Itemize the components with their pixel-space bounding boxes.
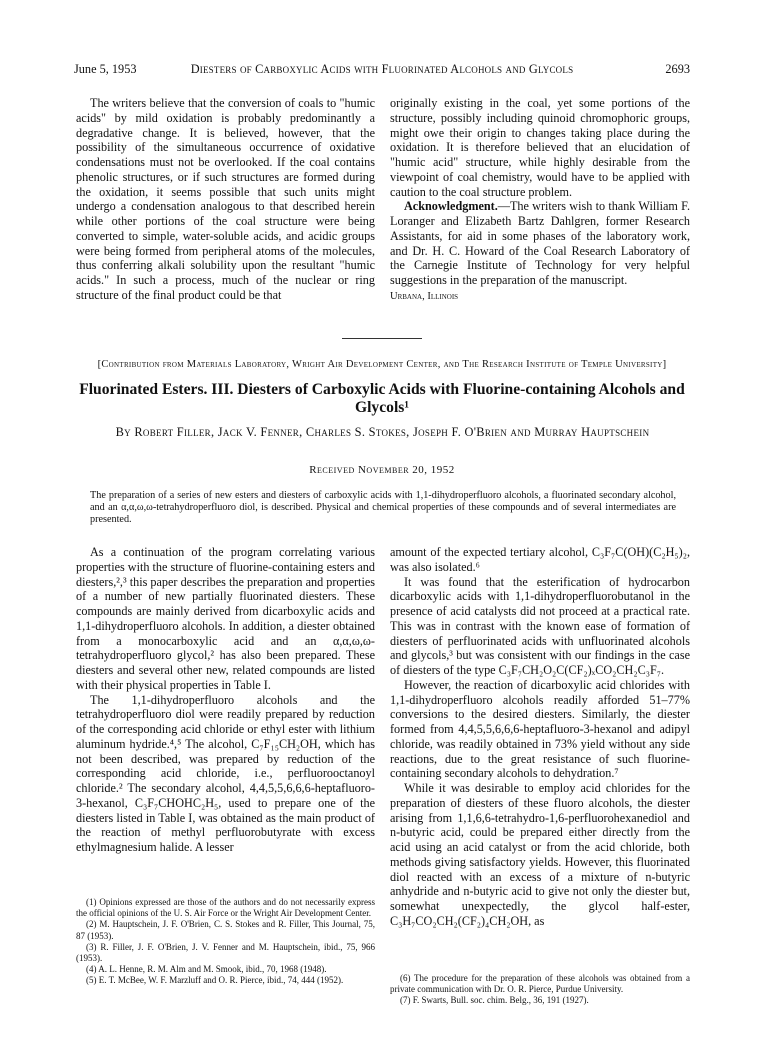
- article-authors: By Robert Filler, Jack V. Fenner, Charles S. Stokes, Joseph F. O'Brien and Murray Hauptschein: [115, 425, 650, 439]
- footnote: (7) F. Swarts, Bull. soc. chim. Belg., 36, 191 (1927).: [400, 995, 589, 1006]
- body-paragraph: As a continuation of the program correlating various properties with the structure of fluorine-containing esters and diesters,²,³ this paper describes the preparation and properties of a number of new partially fluorinated diesters. These compounds are mainly derived from dicarboxylic acids and 1,1-dihydroperfluoro alcohols. In addition, a diester obtained from a monocarboxylic acid and an α,α,ω,ω-tetrahydroperfluoro glycol,² has also been prepared. These diesters and several other new, related compounds are listed with their physical properties in Table I.: [76, 545, 375, 692]
- footnotes-right: [390, 973, 690, 1007]
- footnote: (3) R. Filler, J. F. O'Brien, J. V. Fenner and M. Hauptschein, ibid., 75, 966 (1953).: [76, 941, 375, 964]
- footnote: (5) E. T. McBee, W. F. Marzluff and O. R. Pierce, ibid., 74, 444 (1952).: [86, 975, 344, 986]
- running-header: [74, 62, 690, 78]
- acknowledgment-text: —The writers wish to thank William F. Loranger and Elizabeth Bartz Dahlgren, former Research Assistants, for aid in some phases of the laboratory work, and Dr. H. C. Howard of the Coal Research Laboratory of the Carnegie Institute of Technology for very helpful suggestions in the preparation of the manuscript.: [390, 199, 690, 287]
- article-title: Fluorinated Esters. III. Diesters of Carboxylic Acids with Fluorine-containing Alcohols and Glycols¹: [79, 381, 685, 416]
- acknowledgment-heading: Acknowledgment.: [404, 199, 498, 214]
- author-location: Urbana, Illinois: [390, 290, 459, 302]
- header-date: June 5, 1953: [74, 62, 137, 76]
- footnote: (1) Opinions expressed are those of the authors and do not necessarily express the official opinions of the U. S. Air Force or the Wright Air Development Center.: [76, 897, 375, 919]
- body-paragraph: amount of the expected tertiary alcohol, C₃F₇C(OH)(C₂H₅)₂, was also isolated.⁶: [390, 545, 690, 574]
- footnote: (4) A. L. Henne, R. M. Alm and M. Smook, ibid., 70, 1968 (1948).: [86, 964, 327, 975]
- footnote: (6) The procedure for the preparation of these alcohols was obtained from a private communication with Dr. O. R. Pierce, Purdue University.: [390, 973, 690, 995]
- footnote: (2) M. Hauptschein, J. F. O'Brien, C. S. Stokes and R. Filler, This Journal, 75, 87 (1953).: [76, 919, 375, 941]
- body-paragraph: However, the reaction of dicarboxylic acid chlorides with 1,1-dihydroperfluoro alcohols readily afforded 51–77% conversions to the desired diesters. Similarly, the diester formed from 4,4,5,5,6,6,6-heptafluoro-3-hexanol and adipyl chloride, was readily obtained in 73% yield without any side reactions, due to the great resistance of such fluorine-containing secondary alcohols to dehydration.⁷: [390, 677, 690, 781]
- body-paragraph: It was found that the esterification of hydrocarbon dicarboxylic acids with 1,1-dihydroperfluorobutanol in the presence of acid catalysts did not proceed at a practical rate. This was in contrast with the known ease of formation of diesters of perfluorinated acids with unfluorinated alcohols and glycols,³ but was consistent with our findings in the case of diesters of the type C₃F₇CH₂O₂C(CF₂)ₓCO₂CH₂C₃F₇.: [390, 574, 690, 677]
- acknowledgment: [390, 199, 690, 288]
- previous-article-paragraph-cont: originally existing in the coal, yet some portions of the structure, possibly including quinoid chromophoric groups, might owe their origin to changes taking place during the oxidation. It is therefore believed that an elucidation of "humic acid" structure, while highly desirable from the viewpoint of coal chemistry, would have to be applied with caution to the coal structure problem.: [390, 96, 690, 199]
- received-date: Received November 20, 1952: [309, 464, 455, 476]
- body-left-column: [76, 545, 375, 855]
- footnotes-left: [76, 897, 375, 987]
- previous-article-right-column: [390, 96, 690, 305]
- abstract: The preparation of a series of new esters and diesters of carboxylic acids with 1,1-dihydroperfluoro alcohols, a fluorinated secondary alcohol, and an α,α,ω,ω-tetrahydroperfluoro diol, is described. Physical and chemical properties of these compounds and of several intermediates are presented.: [90, 490, 676, 525]
- header-running-title: Diesters of Carboxylic Acids with Fluorinated Alcohols and Glycols: [190, 62, 574, 76]
- header-page-number: 2693: [665, 62, 690, 76]
- body-paragraph: The 1,1-dihydroperfluoro alcohols and the tetrahydroperfluoro diol were readily prepared by reduction of the corresponding acid chloride or ethyl ester with lithium aluminum hydride.⁴,⁵ The alcohol, C₇F₁₅CH₂OH, which has not been described, was prepared by reduction of the corresponding acid chloride, i.e., perfluorooctanoyl chloride.² The secondary alcohol, 4,4,5,5,6,6,6-heptafluoro-3-hexanol, C₃F₇CHOHC₂H₅, used to prepare one of the diesters listed in Table I, was obtained as the main product of the reaction of methyl perfluorobutyrate with excess ethylmagnesium halide. A lesser: [76, 692, 375, 854]
- section-divider: [342, 338, 422, 339]
- contribution-line: [Contribution from Materials Laboratory, Wright Air Development Center, and The Research Institute of Temple University]: [97, 359, 667, 370]
- body-right-column: [390, 545, 690, 929]
- body-paragraph: While it was desirable to employ acid chlorides for the preparation of diesters of these fluoro alcohols, the diester arising from 1,1,6,6-tetrahydro-1,6-perfluorohexanediol and n-butyric acid, could be prepared either directly from the acid using an acid catalyst or from the acid chloride, both methods giving satisfactory yields. However, this fluorinated diol reacted with an excess of a mixture of n-butyric anhydride and n-butyric acid to give not only the diester but, somewhat unexpectedly, the glycol half-ester, C₃H₇CO₂CH₂(CF₂)₄CH₂OH, as: [390, 781, 690, 928]
- previous-article-left-column: [76, 96, 375, 303]
- previous-article-paragraph: The writers believe that the conversion of coals to "humic acids" by mild oxidation is probably predominantly a degradative change. It is believed, however, that the possibility of the simultaneous occurrence of oxidative condensations must not be overlooked. If the coal contains phenolic structures, or if such structures are formed during the oxidation, it seems possible that such units might undergo a condensation analogous to that described herein while other portions of the coal structure were being converted to simple, water-soluble acids, and acidic groups were being formed from peripheral atoms of the molecules, thus conferring alkali solubility upon the resultant "humic acids." In such a process, much of the nuclear or ring structure of the final product could be that: [76, 96, 375, 302]
